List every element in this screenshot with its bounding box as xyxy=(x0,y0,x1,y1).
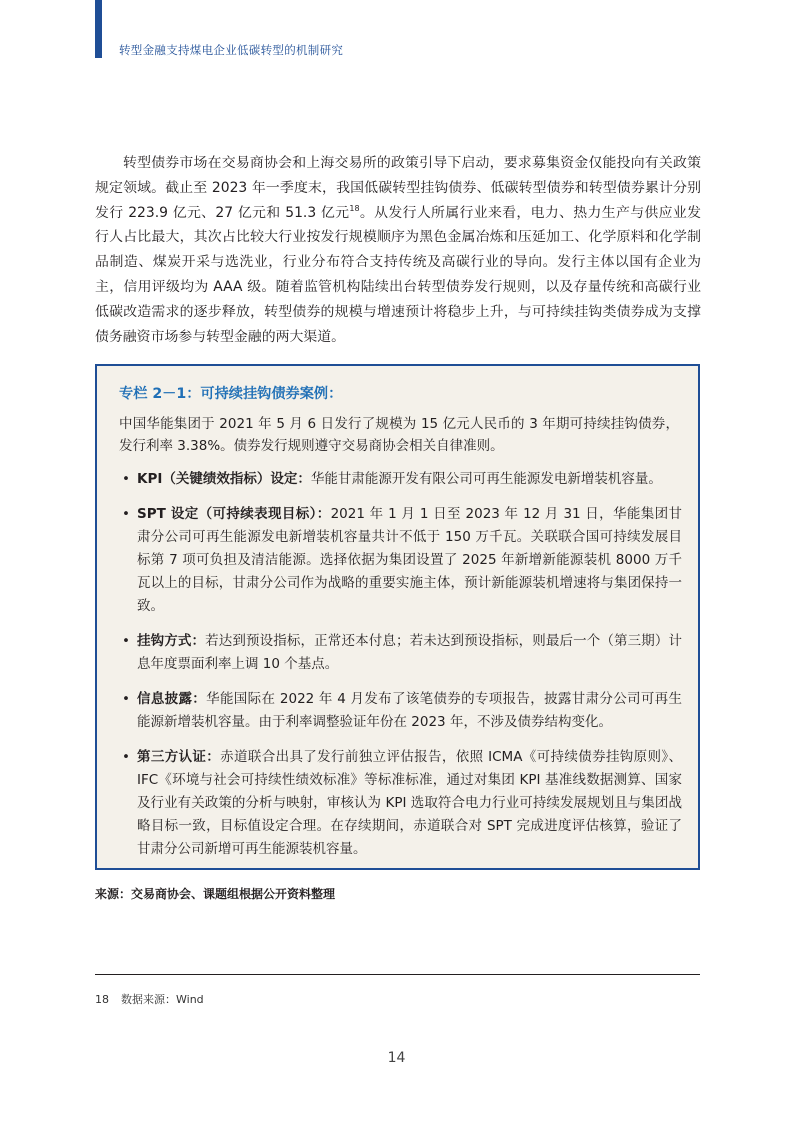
bullet-marker: • xyxy=(122,633,130,649)
case-study-intro: 中国华能集团于 2021 年 5 月 6 日发行了规模为 15 亿元人民币的 3 年期可持续挂钩债券，发行利率 3.38%。债券发行规则遵守交易商协会相关自律准则。 xyxy=(119,416,679,454)
bullet-marker: • xyxy=(122,749,130,765)
footnote-divider xyxy=(95,974,700,975)
bullet-marker: • xyxy=(122,691,130,707)
list-item-spt xyxy=(122,503,682,618)
page-number: 14 xyxy=(387,1050,406,1066)
footnote xyxy=(95,991,204,1007)
source-note: 来源：交易商协会、课题组根据公开资料整理 xyxy=(95,887,336,901)
footnote-reference[interactable]: 18 xyxy=(349,203,360,213)
body-text-part-2: 。从发行人所属行业来看，电力、热力生产与供应业发行人占比最大，其次占比较大行业按发行规模顺序为黑色金属冶炼和压延加工、化学原料和化学制品制造、煤炭开采与选洗业，行业分布符合支持传统及高碳行业的导向。发行主体以国有企业为主，信用评级均为 AAA 级。随着监管机构陆续出台转型债券发行规则，以及存量传统和高碳行业低碳改造需求的逐步释放，转型债券的规模与增速预计将稳步上升，与可持续挂钩类债券成为支撑债务融资市场参与转型金融的两大渠道。 xyxy=(95,204,701,345)
list-item-text: 赤道联合出具了发行前独立评估报告，依照 ICMA《可持续债券挂钩原则》、IFC《环境与社会可持续性绩效标准》等标准标准，通过对集团 KPI 基准线数据测算、国家及行业有关政策的分析与映射，审核认为 KPI 选取符合电力行业可持续发展规划且与集团战略目标一致，目标值设定合理。在存续期间，赤道联合对 SPT 完成进度评估核算，验证了甘肃分公司新增可再生能源装机容量。 xyxy=(137,749,682,857)
case-study-bullet-list xyxy=(122,468,682,873)
list-item-text: 华能国际在 2022 年 4 月发布了该笔债券的专项报告，披露甘肃分公司可再生能源新增装机容量。由于利率调整验证年份在 2023 年，不涉及债券结构变化。 xyxy=(137,691,682,730)
header-accent-bar xyxy=(95,0,102,58)
list-item-term: 第三方认证： xyxy=(137,749,221,765)
list-item-text: 若达到预设指标，正常还本付息；若未达到预设指标，则最后一个（第三期）计息年度票面利率上调 10 个基点。 xyxy=(137,633,683,672)
footnote-number: 18 xyxy=(95,993,109,1006)
list-item-linkage xyxy=(122,630,682,676)
list-item-term: 信息披露： xyxy=(137,691,207,707)
body-text-part-1: 转型债券市场在交易商协会和上海交易所的政策引导下启动，要求募集资金仅能投向有关政策规定领域。截止至 2023 年一季度末，我国低碳转型挂钩债券、低碳转型债券和转型债券累计分别发行 223.9 亿元、27 亿元和 51.3 亿元 xyxy=(95,155,701,221)
list-item-text: 2021 年 1 月 1 日至 2023 年 12 月 31 日，华能集团甘肃分公司可再生能源发电新增装机容量共计不低于 150 万千瓦。关联联合国可持续发展目标第 7 项可负担及清洁能源。选择依据为集团设置了 2025 年新增新能源装机 8000 万千瓦以上的目标，甘肃分公司作为战略的重要实施主体，预计新能源装机增速将与集团保持一致。 xyxy=(137,506,683,614)
body-paragraph xyxy=(95,151,701,349)
list-item-term: 挂钩方式： xyxy=(137,633,206,649)
bullet-marker: • xyxy=(122,506,130,522)
list-item-certification xyxy=(122,746,682,861)
running-title: 转型金融支持煤电企业低碳转型的机制研究 xyxy=(119,43,344,57)
list-item-term: SPT 设定（可持续表现目标）： xyxy=(137,506,331,522)
list-item-text: 华能甘肃能源开发有限公司可再生能源发电新增装机容量。 xyxy=(310,471,662,487)
case-study-title: 专栏 2－1：可持续挂钩债券案例： xyxy=(119,386,343,402)
footnote-text: 数据来源：Wind xyxy=(121,993,204,1006)
bullet-marker: • xyxy=(122,471,130,487)
list-item-term: KPI（关键绩效指标）设定： xyxy=(137,471,311,487)
list-item-disclosure xyxy=(122,688,682,734)
list-item-kpi xyxy=(122,468,682,491)
